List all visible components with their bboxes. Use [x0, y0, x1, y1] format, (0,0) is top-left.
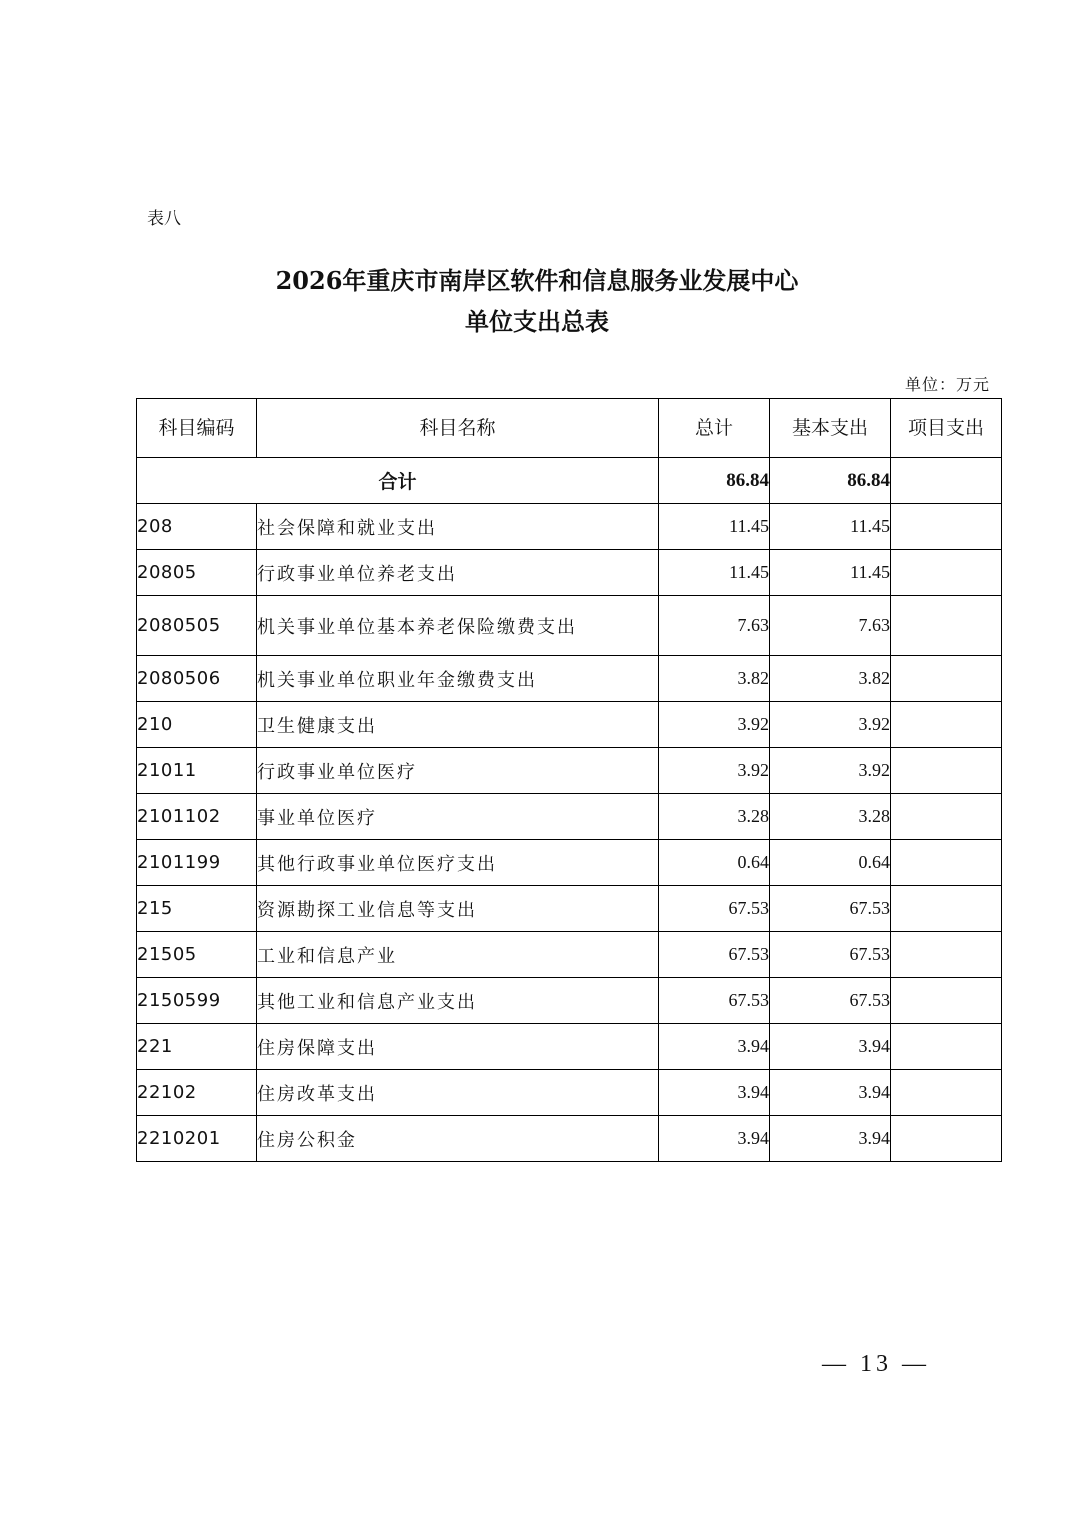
row-project: [891, 840, 1002, 886]
row-code: 221: [137, 1024, 257, 1070]
table-row: [137, 794, 1002, 840]
table-row: [137, 702, 1002, 748]
page-number: — 13 —: [822, 1351, 930, 1377]
row-name: 行政事业单位医疗: [257, 748, 659, 794]
row-name: 住房改革支出: [257, 1070, 659, 1116]
table-row: [137, 978, 1002, 1024]
row-code: 2150599: [137, 978, 257, 1024]
row-code: 2101102: [137, 794, 257, 840]
row-basic: 0.64: [770, 840, 891, 886]
row-name: 工业和信息产业: [257, 932, 659, 978]
row-total: 3.82: [659, 656, 770, 702]
row-code: 20805: [137, 550, 257, 596]
row-project: [891, 1024, 1002, 1070]
row-code: 210: [137, 702, 257, 748]
header-name: 科目名称: [257, 399, 659, 458]
row-name: 社会保障和就业支出: [257, 504, 659, 550]
row-code: 2101199: [137, 840, 257, 886]
row-basic: 3.92: [770, 702, 891, 748]
row-project: [891, 932, 1002, 978]
row-code: 2080506: [137, 656, 257, 702]
row-project: [891, 1116, 1002, 1162]
row-name: 住房公积金: [257, 1116, 659, 1162]
row-name: 卫生健康支出: [257, 702, 659, 748]
header-code: 科目编码: [137, 399, 257, 458]
row-name: 其他工业和信息产业支出: [257, 978, 659, 1024]
row-code: 215: [137, 886, 257, 932]
row-total: 11.45: [659, 504, 770, 550]
total-total: 86.84: [659, 458, 770, 504]
row-name: 机关事业单位基本养老保险缴费支出: [257, 596, 659, 656]
row-basic: 11.45: [770, 504, 891, 550]
row-project: [891, 794, 1002, 840]
table-row: [137, 656, 1002, 702]
table-row: [137, 932, 1002, 978]
row-project: [891, 748, 1002, 794]
row-project: [891, 702, 1002, 748]
row-name: 住房保障支出: [257, 1024, 659, 1070]
document-title: 2026年重庆市南岸区软件和信息服务业发展中心: [275, 266, 799, 295]
total-label: 合计: [137, 458, 659, 504]
row-total: 3.28: [659, 794, 770, 840]
row-basic: 3.92: [770, 748, 891, 794]
row-basic: 3.94: [770, 1070, 891, 1116]
table-row: [137, 596, 1002, 656]
table-row: [137, 550, 1002, 596]
row-basic: 3.28: [770, 794, 891, 840]
row-total: 0.64: [659, 840, 770, 886]
table-row: [137, 504, 1002, 550]
document-subtitle: 单位支出总表: [465, 307, 609, 336]
table-row: [137, 748, 1002, 794]
row-total: 7.63: [659, 596, 770, 656]
row-total: 11.45: [659, 550, 770, 596]
table-row: [137, 1070, 1002, 1116]
row-project: [891, 596, 1002, 656]
header-basic: 基本支出: [770, 399, 891, 458]
total-basic: 86.84: [770, 458, 891, 504]
row-project: [891, 504, 1002, 550]
expenditure-table: [136, 398, 1002, 1162]
row-project: [891, 1070, 1002, 1116]
row-total: 3.94: [659, 1116, 770, 1162]
row-total: 67.53: [659, 978, 770, 1024]
row-basic: 3.94: [770, 1024, 891, 1070]
row-code: 208: [137, 504, 257, 550]
table-label: 表八: [147, 209, 181, 229]
row-project: [891, 550, 1002, 596]
row-name: 机关事业单位职业年金缴费支出: [257, 656, 659, 702]
row-total: 67.53: [659, 886, 770, 932]
row-project: [891, 656, 1002, 702]
row-total: 3.92: [659, 748, 770, 794]
table-row: [137, 1024, 1002, 1070]
row-project: [891, 978, 1002, 1024]
row-code: 21011: [137, 748, 257, 794]
table-row: [137, 886, 1002, 932]
total-row: [137, 458, 1002, 504]
row-basic: 67.53: [770, 932, 891, 978]
table-header-row: [137, 399, 1002, 458]
row-total: 3.92: [659, 702, 770, 748]
header-total: 总计: [659, 399, 770, 458]
row-project: [891, 886, 1002, 932]
row-basic: 3.82: [770, 656, 891, 702]
row-name: 行政事业单位养老支出: [257, 550, 659, 596]
row-total: 67.53: [659, 932, 770, 978]
row-basic: 11.45: [770, 550, 891, 596]
table-row: [137, 840, 1002, 886]
row-code: 21505: [137, 932, 257, 978]
total-project: [891, 458, 1002, 504]
table-body: [137, 458, 1002, 1162]
unit-label: 单位：万元: [904, 375, 990, 394]
row-basic: 67.53: [770, 978, 891, 1024]
table-row: [137, 1116, 1002, 1162]
row-basic: 7.63: [770, 596, 891, 656]
row-basic: 3.94: [770, 1116, 891, 1162]
row-code: 22102: [137, 1070, 257, 1116]
row-code: 2210201: [137, 1116, 257, 1162]
row-basic: 67.53: [770, 886, 891, 932]
row-name: 事业单位医疗: [257, 794, 659, 840]
row-code: 2080505: [137, 596, 257, 656]
row-name: 其他行政事业单位医疗支出: [257, 840, 659, 886]
row-total: 3.94: [659, 1024, 770, 1070]
row-name: 资源勘探工业信息等支出: [257, 886, 659, 932]
header-project: 项目支出: [891, 399, 1002, 458]
row-total: 3.94: [659, 1070, 770, 1116]
